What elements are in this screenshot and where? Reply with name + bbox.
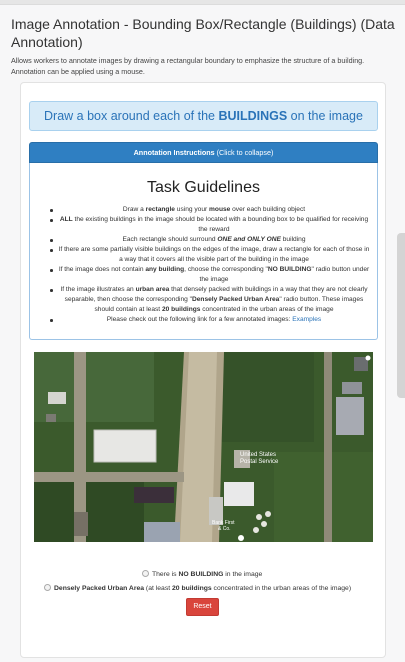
instructions-header-label: Annotation Instructions xyxy=(133,148,215,157)
guideline-item: If the image illustrates an urban area that densely packed with buildings in a way that they are not clearly separable, then choose the corresponding "Densely Packed Urban Area" radio button. These images should contain at least 20 buildings concentrated in the urban areas of the image xyxy=(50,285,370,315)
guideline-item: Draw a rectangle using your mouse over each building object xyxy=(50,205,370,215)
instruction-banner xyxy=(29,101,378,131)
guideline-item: Please check out the following link for a few annotated images: Examples xyxy=(50,315,370,325)
reset-button[interactable]: Reset xyxy=(186,598,219,616)
side-scroll-handle[interactable] xyxy=(397,233,405,398)
instructions-panel xyxy=(29,163,378,340)
map-label-bank-2: & Co. xyxy=(218,526,231,532)
map-label-usps-2: Postal Service xyxy=(240,459,279,465)
guideline-item: ALL the existing buildings in the image should be located with a bounding box to be qualified for receiving the reward xyxy=(50,215,370,235)
dense-urban-option[interactable]: Densely Packed Urban Area (at least 20 buildings concentrated in the urban areas of the image) xyxy=(44,584,351,592)
guidelines-list xyxy=(50,205,370,325)
instructions-collapse-hint: (Click to collapse) xyxy=(214,148,274,157)
map-label-usps-1: United States xyxy=(240,452,277,458)
banner-prefix: Draw a box around each of the xyxy=(44,109,219,123)
no-building-radio[interactable] xyxy=(142,570,149,577)
guidelines-title: Task Guidelines xyxy=(147,179,260,196)
examples-link[interactable]: Examples xyxy=(292,316,322,323)
guideline-item: If the image does not contain any building, choose the corresponding "NO BUILDING" radio button under the image xyxy=(50,265,370,285)
banner-suffix: on the image xyxy=(287,109,363,123)
annotation-image[interactable] xyxy=(34,352,373,542)
top-bar xyxy=(0,0,405,5)
no-building-option[interactable]: There is NO BUILDING in the image xyxy=(142,570,262,578)
map-dot-icon xyxy=(366,356,371,361)
aerial-photo xyxy=(34,352,373,542)
page-title: Image Annotation - Bounding Box/Rectangle (Buildings) (Data Annotation) xyxy=(11,16,395,50)
instructions-toggle[interactable] xyxy=(29,142,378,163)
map-label-bank-1: Bank First xyxy=(212,520,235,526)
guideline-item: If there are some partially visible buildings on the edges of the image, draw a rectangle for each of those in a way that it covers all the visible part of the building in the image xyxy=(50,245,370,265)
banner-emphasis: BUILDINGS xyxy=(218,109,288,123)
task-description: Allows workers to annotate images by drawing a rectangular boundary to emphasize the structure of a building. Annotation can be applied using a mouse. xyxy=(11,56,365,76)
map-pin-icon xyxy=(238,535,244,541)
guideline-item: Each rectangle should surround ONE and ONLY ONE building xyxy=(50,235,370,245)
dense-urban-radio[interactable] xyxy=(44,584,51,591)
